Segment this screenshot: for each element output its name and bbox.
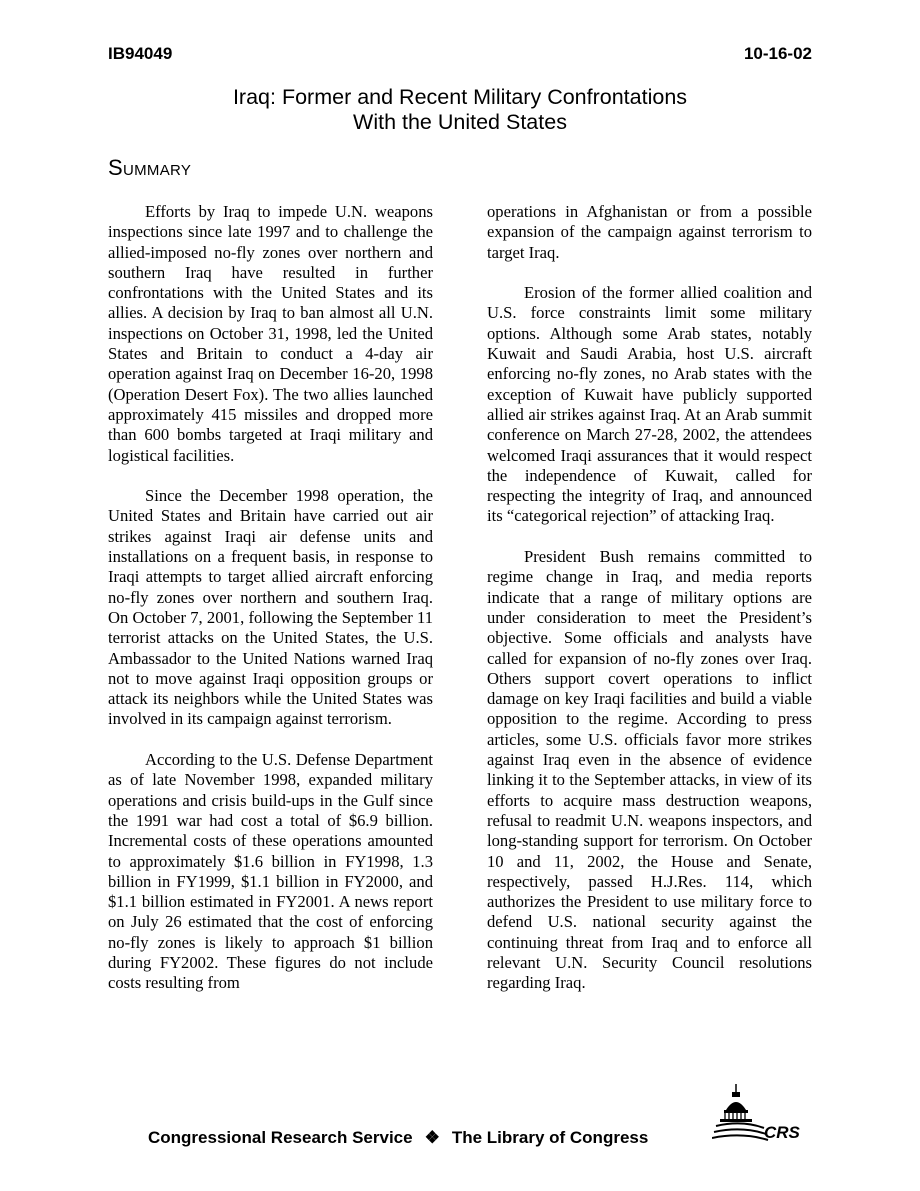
document-id: IB94049 <box>108 44 173 63</box>
page-title <box>108 85 812 135</box>
paragraph: Efforts by Iraq to impede U.N. weapons inspections since late 1997 and to challenge the allied-imposed no-fly zones over northern and southern Iraq have resulted in further confrontations with the United States and its allies. A decision by Iraq to ban almost all U.N. inspections on October 31, 1998, led the United States and Britain to conduct a 4-day air operation against Iraq on December 16-20, 1998 (Operation Desert Fox). The two allies launched approximately 415 missiles and dropped more than 600 bombs targeted at Iraqi military and logistical facilities. <box>108 202 433 465</box>
paragraph: According to the U.S. Defense Department as of late November 1998, expanded military operations and crisis build-ups in the Gulf since the 1991 war had cost a total of $6.9 billion. Incremental costs of these operations amounted to approximately $1.6 billion in FY1998, 1.3 billion in FY1999, $1.1 billion in FY2000, and $1.1 billion estimated in FY2001. A news report on July 26 estimated that the cost of enforcing no-fly zones is likely to approach $1 billion during FY2002. These figures do not include costs resulting from <box>108 750 433 993</box>
crs-capitol-logo-icon <box>712 1082 812 1148</box>
title-line-2: With the United States <box>353 110 567 134</box>
crs-logo-text: CRS <box>764 1123 800 1142</box>
diamond-separator-icon: ❖ <box>424 1128 440 1147</box>
right-column <box>487 202 812 1014</box>
paragraph: Erosion of the former allied coalition and U.S. force constraints limit some military options. Although some Arab states, notably Kuwait and Saudi Arabia, host U.S. aircraft enforcing no-fly zones, no Arab states with the exception of Kuwait have publicly supported allied air strikes against Iraq. At an Arab summit conference on March 27-28, 2002, the attendees welcomed Iraqi assurances that it would respect the independence of Kuwait, called for respecting the integrity of Iraq, and announced its “categorical rejection” of attacking Iraq. <box>487 283 812 526</box>
paragraph: Since the December 1998 operation, the United States and Britain have carried out air strikes against Iraqi air defense units and installations on a frequent basis, in response to Iraqi attempts to target allied aircraft enforcing no-fly zones over northern and southern Iraq. On October 7, 2001, following the September 11 terrorist attacks on the United States, the U.S. Ambassador to the United Nations warned Iraq not to move against Iraqi opposition groups or attack its neighbors while the United States was involved in its campaign against terrorism. <box>108 486 433 729</box>
left-column <box>108 202 433 1014</box>
title-line-1: Iraq: Former and Recent Military Confrontations <box>232 85 688 109</box>
paragraph-continued: operations in Afghanistan or from a possible expansion of the campaign against terrorism to target Iraq. <box>487 202 812 262</box>
section-heading: Summary <box>108 155 192 180</box>
footer-organization: Congressional Research Service <box>148 1128 413 1147</box>
paragraph: President Bush remains committed to regime change in Iraq, and media reports indicate that a range of military options are under consideration to meet the President’s objective. Some officials and analysts have called for expansion of no-fly zones over Iraq. Others support covert operations to inflict damage on key Iraqi facilities and build a viable opposition to the regime. According to press articles, some U.S. officials favor more strikes against Iraq even in the absence of evidence linking it to the September attacks, in view of its efforts to acquire mass destruction weapons, refusal to readmit U.N. weapons inspectors, and long-standing support for terrorism. On October 10 and 11, 2002, the House and Senate, respectively, passed H.J.Res. 114, which authorizes the President to use military force to defend U.S. national security against the continuing threat from Iraq and to enforce all relevant U.N. Security Council resolutions regarding Iraq. <box>487 547 812 993</box>
footer-library: The Library of Congress <box>451 1128 649 1147</box>
document-date: 10-16-02 <box>743 44 812 63</box>
footer <box>148 1128 648 1148</box>
